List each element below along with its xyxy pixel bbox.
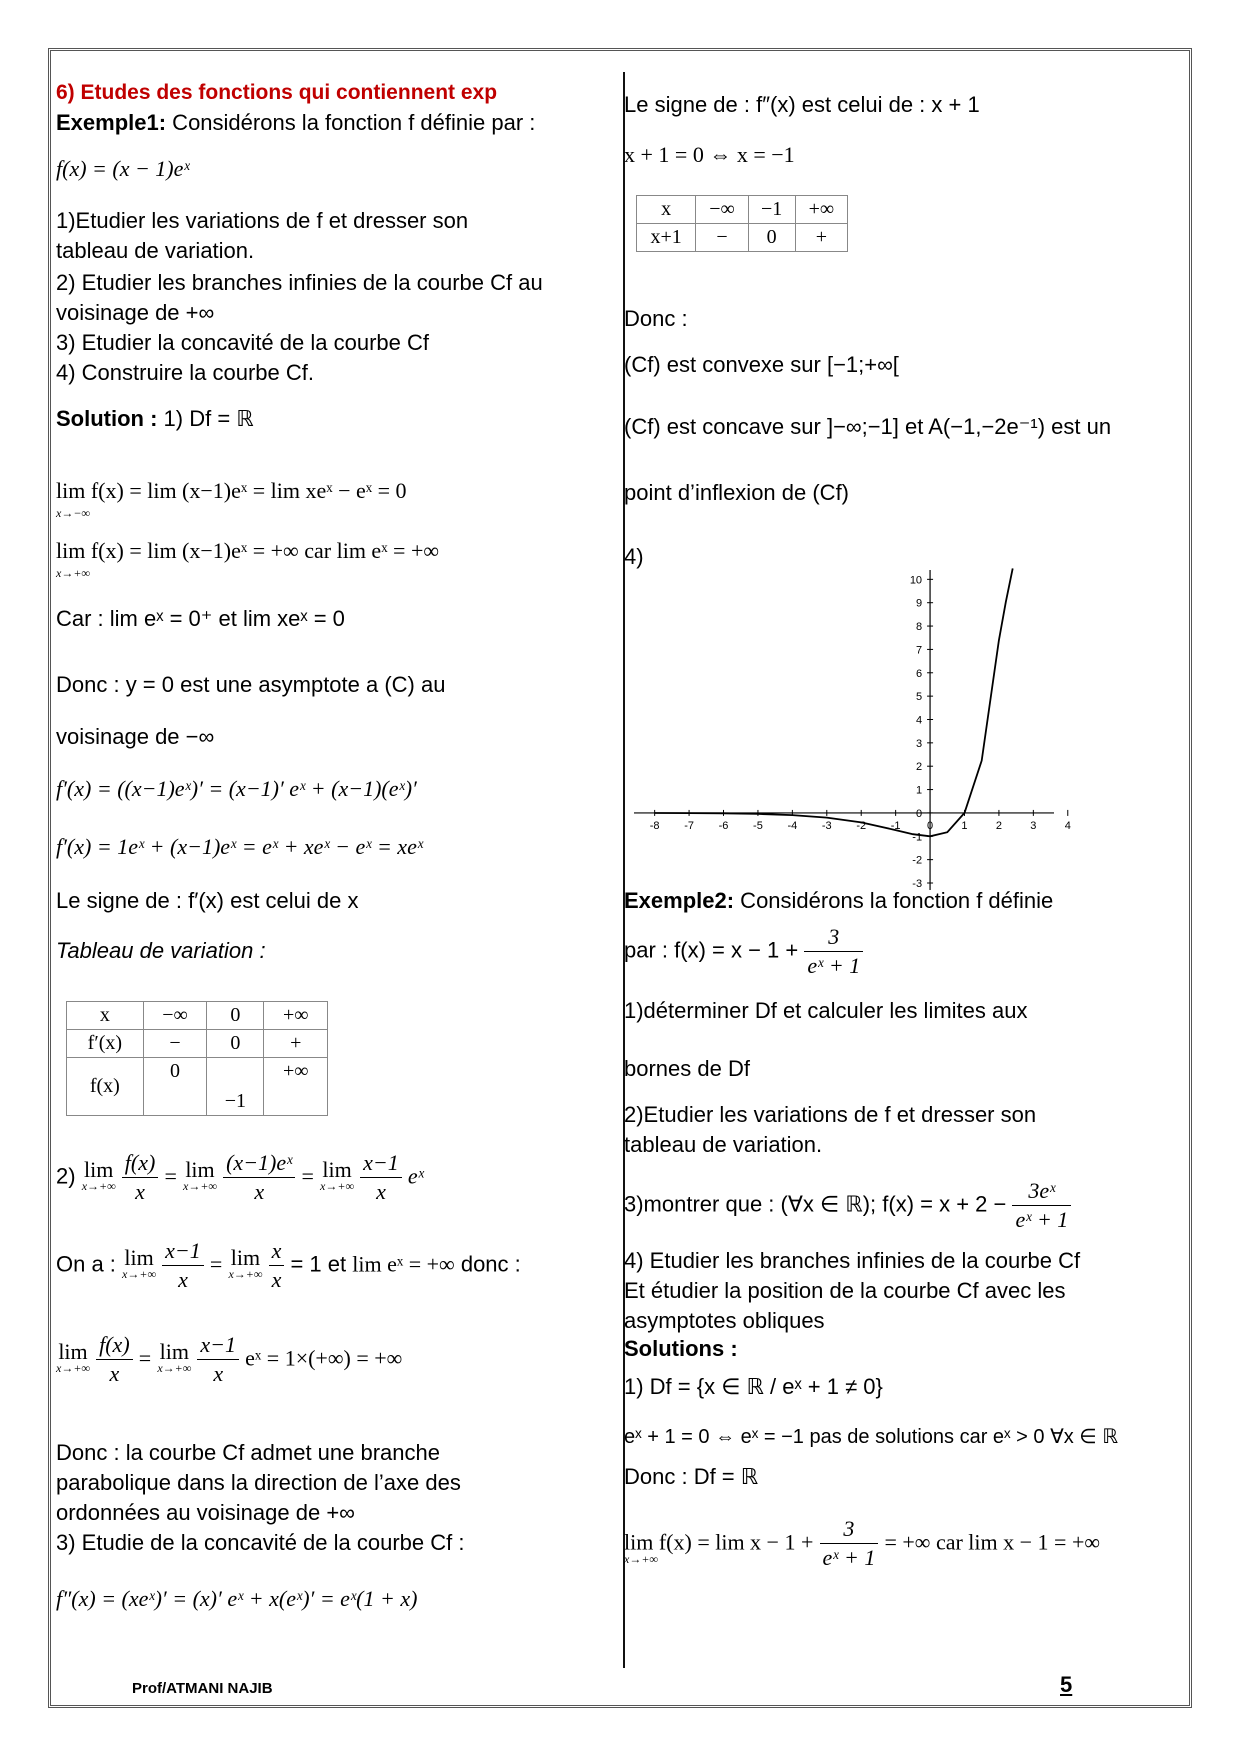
- table-cell: +∞: [264, 1058, 328, 1116]
- second-derivative: f″(x) = (xeˣ)′ = (x)′ eˣ + x(eˣ)′ = eˣ(1 + x): [56, 1586, 418, 1611]
- fraction: $\frac{\text{3eˣ}}{\text{eˣ + 1}}$: [1012, 1177, 1071, 1234]
- y-tick-label: 3: [915, 737, 923, 750]
- y-tick-label: 10: [909, 574, 923, 587]
- solution-label: Solution :: [56, 406, 158, 431]
- solutions-label: Solutions :: [624, 1336, 738, 1361]
- asymptote-statement: Donc : y = 0 est une asymptote a (C) au: [56, 672, 446, 697]
- variation-table-title: Tableau de variation :: [56, 938, 266, 963]
- y-tick-label: 4: [915, 714, 923, 727]
- lim-op: lim x→+∞: [157, 1338, 192, 1375]
- table-cell: +: [264, 1030, 328, 1058]
- table-cell: f(x): [67, 1058, 144, 1116]
- table-cell: −∞: [696, 196, 748, 224]
- y-tick-label: -3: [912, 877, 923, 890]
- y-tick-label: 8: [915, 621, 923, 634]
- branch-lead: 2): [56, 1163, 76, 1189]
- example1-intro: [56, 109, 535, 137]
- inflexion-text: point d’inflexion de (Cf): [624, 480, 850, 505]
- question-1b: tableau de variation.: [56, 238, 255, 263]
- lim-op: lim x→+∞: [320, 1156, 355, 1193]
- table-cell: 0: [748, 224, 795, 252]
- table-cell: −1: [207, 1058, 264, 1116]
- footer-author: Prof/ATMANI NAJIB: [132, 1680, 273, 1697]
- y-tick-label: 2: [915, 761, 923, 774]
- x-tick-label: -8: [649, 819, 660, 832]
- solution-domain: 1) Df = ℝ: [157, 406, 254, 431]
- fraction: $\frac{\text{(x−1)eˣ}}{x}$: [223, 1149, 295, 1206]
- solution-header: [56, 405, 254, 433]
- lim-op: lim x→+∞: [81, 1156, 116, 1193]
- table-cell: x+1: [637, 224, 696, 252]
- fraction: $\frac{x}{x}$: [269, 1237, 285, 1294]
- lim-op: lim x→+∞: [228, 1244, 263, 1281]
- table-row: [67, 1058, 328, 1116]
- table-cell: +∞: [795, 196, 847, 224]
- solution-2: eˣ + 1 = 0 ⇔ eˣ = −1 pas de solutions car eˣ > 0 ∀x ∈ ℝ: [624, 1426, 1119, 1448]
- lim-op: lim x→+∞: [56, 1338, 90, 1375]
- ex2-question-1b: bornes de Df: [624, 1056, 750, 1081]
- y-tick-label: 0: [915, 807, 923, 820]
- y-tick-label: 1: [915, 784, 923, 797]
- table-cell: 0: [143, 1058, 207, 1116]
- question-4: 4) Construire la courbe Cf.: [56, 360, 314, 385]
- table-cell: −: [143, 1030, 207, 1058]
- ex2-question-4c: asymptotes obliques: [624, 1308, 825, 1333]
- question-3: 3) Etudier la concavité de la courbe Cf: [56, 330, 429, 355]
- function-graph: [634, 570, 1071, 890]
- fraction: $\frac{f(x)}{x}$: [96, 1331, 133, 1388]
- conclusion-2: parabolique dans la direction de l’axe des: [56, 1470, 461, 1495]
- x-tick-label: -1: [890, 819, 901, 832]
- variation-table: [66, 1001, 328, 1116]
- fraction: $\frac{x-1}{x}$: [162, 1237, 204, 1294]
- x-tick-label: -4: [787, 819, 798, 832]
- table-row: [637, 196, 848, 224]
- x-tick-label: 3: [1030, 819, 1037, 832]
- derivative-sign: Le signe de : f′(x) est celui de x: [56, 888, 359, 913]
- fraction: $\frac{3}{\text{eˣ + 1}}$: [820, 1515, 879, 1572]
- x-tick-label: -7: [684, 819, 694, 832]
- equation: x + 1 = 0 ⇔ x = −1: [624, 142, 795, 167]
- fraction: $\frac{x-1}{x}$: [360, 1149, 402, 1206]
- footer-page-number: 5: [1060, 1672, 1073, 1697]
- voisinage-text: voisinage de −∞: [56, 724, 215, 749]
- x-tick-label: -6: [718, 819, 729, 832]
- branch-result: lim x→+∞ $\frac{f(x)}{x}$ = lim x→+∞ $\frac{x-1}{x}$ eˣ = 1×(+∞) = +∞: [56, 1332, 403, 1386]
- solution-3: Donc : Df = ℝ: [624, 1464, 759, 1489]
- lim-op: lim x→+∞: [183, 1156, 217, 1193]
- table-cell: 0: [207, 1030, 264, 1058]
- limit-plus-infinity: lim f(x) = lim (x−1)eˣ = +∞ car lim eˣ = +∞: [56, 538, 440, 563]
- ex2-question-4b: Et étudier la position de la courbe Cf avec les: [624, 1278, 1066, 1303]
- table-cell: −∞: [143, 1002, 207, 1030]
- x-tick-label: 1: [961, 819, 968, 832]
- example2-function: par : f(x) = x − 1 + $\frac{3}{\text{eˣ + 1}}$: [624, 923, 863, 980]
- solution-4: lim f(x) = lim x − 1 + $\frac{3}{\text{eˣ + 1}}$ = +∞ car lim x − 1 = +∞: [624, 1516, 1101, 1570]
- y-tick-label: 6: [915, 667, 923, 680]
- convexe-text: (Cf) est convexe sur [−1;+∞[: [624, 352, 899, 377]
- table-cell: +: [795, 224, 847, 252]
- example1-label: Exemple1:: [56, 110, 167, 135]
- x-tick-label: -3: [821, 819, 832, 832]
- ex2-question-3: 3)montrer que : (∀x ∈ ℝ); f(x) = x + 2 − $\frac{\text{3eˣ}}{\text{eˣ + 1}}$: [624, 1177, 1071, 1234]
- example1-text: Considérons la fonction f définie par :: [166, 110, 536, 135]
- fraction: $\frac{x-1}{x}$: [197, 1331, 239, 1388]
- table-cell: x: [637, 196, 696, 224]
- ex2-question-2: 2)Etudier les variations de f et dresser son: [624, 1102, 1037, 1127]
- question-1: 1)Etudier les variations de f et dresser son: [56, 208, 469, 233]
- table-cell: −1: [748, 196, 795, 224]
- table-cell: 0: [207, 1002, 264, 1030]
- solution-4-sub: x→+∞: [624, 1552, 658, 1566]
- table-cell: f′(x): [67, 1030, 144, 1058]
- limit-minus-infinity-sub: x→−∞: [56, 506, 90, 520]
- x-tick-label: 4: [1064, 819, 1071, 832]
- example2-text: Considérons la fonction f définie: [734, 888, 1054, 913]
- question-2: 2) Etudier les branches infinies de la courbe Cf au: [56, 270, 543, 295]
- second-derivative-sign: Le signe de : f″(x) est celui de : x + 1: [624, 92, 980, 117]
- table-cell: x: [67, 1002, 144, 1030]
- fraction: $\frac{3}{\text{eˣ + 1}}$: [804, 923, 863, 980]
- sign-table: [636, 195, 848, 252]
- ex2-question-4: 4) Etudier les branches infinies de la courbe Cf: [624, 1248, 1081, 1273]
- table-row: [637, 224, 848, 252]
- car-limits: Car : lim eˣ = 0⁺ et lim xeˣ = 0: [56, 606, 345, 631]
- conclusion-3: ordonnées au voisinage de +∞: [56, 1500, 355, 1525]
- x-tick-label: -2: [856, 819, 867, 832]
- solution-1: 1) Df = {x ∈ ℝ / eˣ + 1 ≠ 0}: [624, 1374, 883, 1399]
- y-tick-label: -1: [912, 831, 923, 844]
- y-tick-label: 7: [915, 644, 923, 657]
- x-tick-label: 2: [995, 819, 1002, 832]
- derivative-line-2: f′(x) = 1eˣ + (x−1)eˣ = eˣ + xeˣ − eˣ = xeˣ: [56, 834, 424, 859]
- conclusion-1: Donc : la courbe Cf admet une branche: [56, 1440, 441, 1465]
- table-row: [67, 1030, 328, 1058]
- table-cell: −: [696, 224, 748, 252]
- x-tick-label: 0: [927, 819, 934, 832]
- section-title: 6) Etudes des fonctions qui contiennent exp: [56, 81, 498, 104]
- branch-limit: 2) lim x→+∞ $\frac{f(x)}{x}$ = lim x→+∞ $\frac{\text{(x−1)eˣ}}{x}$ = lim x→+∞ $\frac{x-1}{x}$ eˣ: [56, 1150, 424, 1204]
- on-a-limits: On a : lim x→+∞ $\frac{x-1}{x}$ = lim x→+∞ $\frac{x}{x}$ = 1 et lim eˣ = +∞ donc :: [56, 1238, 521, 1292]
- question-4-label: 4): [624, 544, 644, 569]
- example2-label: Exemple2:: [624, 888, 735, 913]
- x-tick-label: -5: [753, 819, 763, 832]
- fraction: $\frac{f(x)}{x}$: [122, 1149, 159, 1206]
- on-a-lead: On a :: [56, 1251, 116, 1277]
- ex2-question-1: 1)déterminer Df et calculer les limites aux: [624, 998, 1028, 1023]
- series-line-cf: [655, 568, 1013, 836]
- question-2b: voisinage de +∞: [56, 300, 215, 325]
- table-row: [67, 1002, 328, 1030]
- limit-plus-infinity-sub: x→+∞: [56, 566, 90, 580]
- ex2-question-2b: tableau de variation.: [624, 1132, 823, 1157]
- y-tick-label: 9: [915, 597, 923, 610]
- example2-intro: [624, 887, 1053, 915]
- y-tick-label: 5: [915, 691, 923, 704]
- table-cell: +∞: [264, 1002, 328, 1030]
- example1-function: f(x) = (x − 1)eˣ: [56, 156, 190, 181]
- y-tick-label: -2: [912, 854, 923, 867]
- limit-minus-infinity: lim f(x) = lim (x−1)eˣ = lim xeˣ − eˣ = 0: [56, 478, 407, 503]
- concave-text: (Cf) est concave sur ]−∞;−1] et A(−1,−2e⁻¹) est un: [624, 414, 1112, 439]
- donc-label: Donc :: [624, 306, 688, 331]
- lim-op: lim x→+∞: [122, 1244, 157, 1281]
- concavity-heading: 3) Etudie de la concavité de la courbe Cf :: [56, 1530, 465, 1555]
- derivative-line-1: f′(x) = ((x−1)eˣ)′ = (x−1)′ eˣ + (x−1)(eˣ)′: [56, 776, 417, 801]
